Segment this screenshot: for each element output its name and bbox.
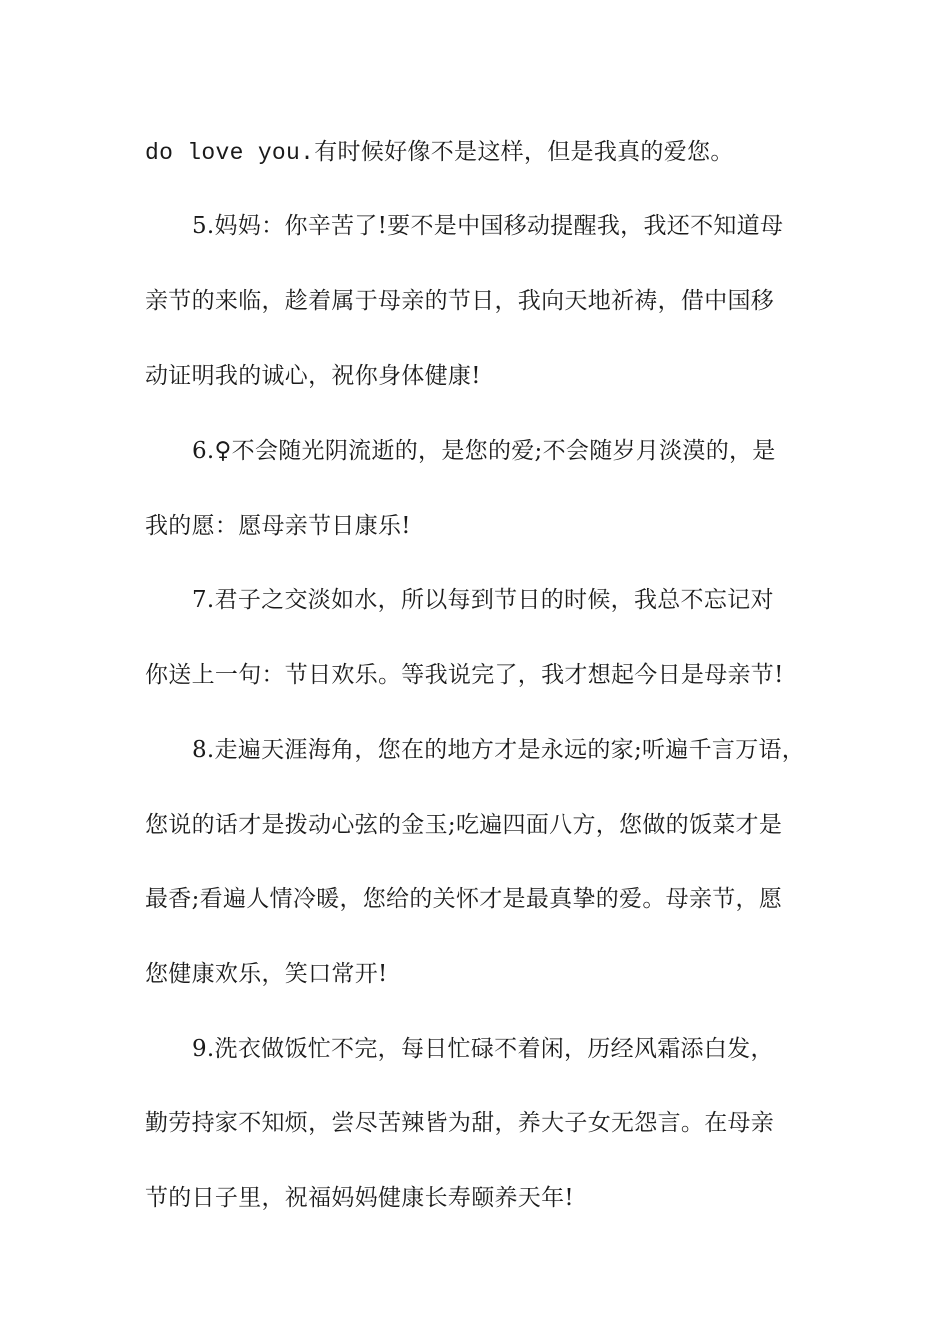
paragraph-line: [145, 137, 835, 168]
paragraph-line: 亲节的来临，趁着属于母亲的节日，我向天地祈祷，借中国移: [145, 288, 775, 314]
paragraph-line: 动证明我的诚心，祝你身体健康!: [145, 363, 481, 389]
paragraph-6-first-line: 6.♀不会随光阴流逝的，是您的爱;不会随岁月淡漠的，是: [192, 438, 776, 464]
line-text: 有时候好像不是这样，但是我真的爱您。: [314, 139, 734, 165]
paragraph-9-first-line: 9.洗衣做饭忙不完，每日忙碌不着闲，历经风霜添白发，: [192, 1036, 774, 1062]
paragraph-line: 我的愿：愿母亲节日康乐!: [145, 513, 411, 539]
paragraph-line: 您健康欢乐，笑口常开!: [145, 961, 388, 987]
paragraph-line: 最香;看遍人情冷暖，您给的关怀才是最真挚的爱。母亲节，愿: [145, 886, 783, 912]
paragraph-line: 您说的话才是拨动心弦的金玉;吃遍四面八方，您做的饭菜才是: [145, 812, 783, 838]
english-text: do love you.: [145, 140, 315, 166]
paragraph-5-first-line: 5.妈妈：你辛苦了!要不是中国移动提醒我，我还不知道母: [192, 213, 784, 239]
paragraph-7-first-line: 7.君子之交淡如水，所以每到节日的时候，我总不忘记对: [192, 587, 774, 613]
paragraph-8-first-line: 8.走遍天涯海角，您在的地方才是永远的家;听遍千言万语，: [192, 737, 806, 763]
paragraph-line: 勤劳持家不知烦，尝尽苦辣皆为甜，养大子女无怨言。在母亲: [145, 1110, 775, 1136]
paragraph-line: 节的日子里，祝福妈妈健康长寿颐养天年!: [145, 1185, 574, 1211]
paragraph-line: 你送上一句：节日欢乐。等我说完了，我才想起今日是母亲节!: [145, 662, 784, 688]
